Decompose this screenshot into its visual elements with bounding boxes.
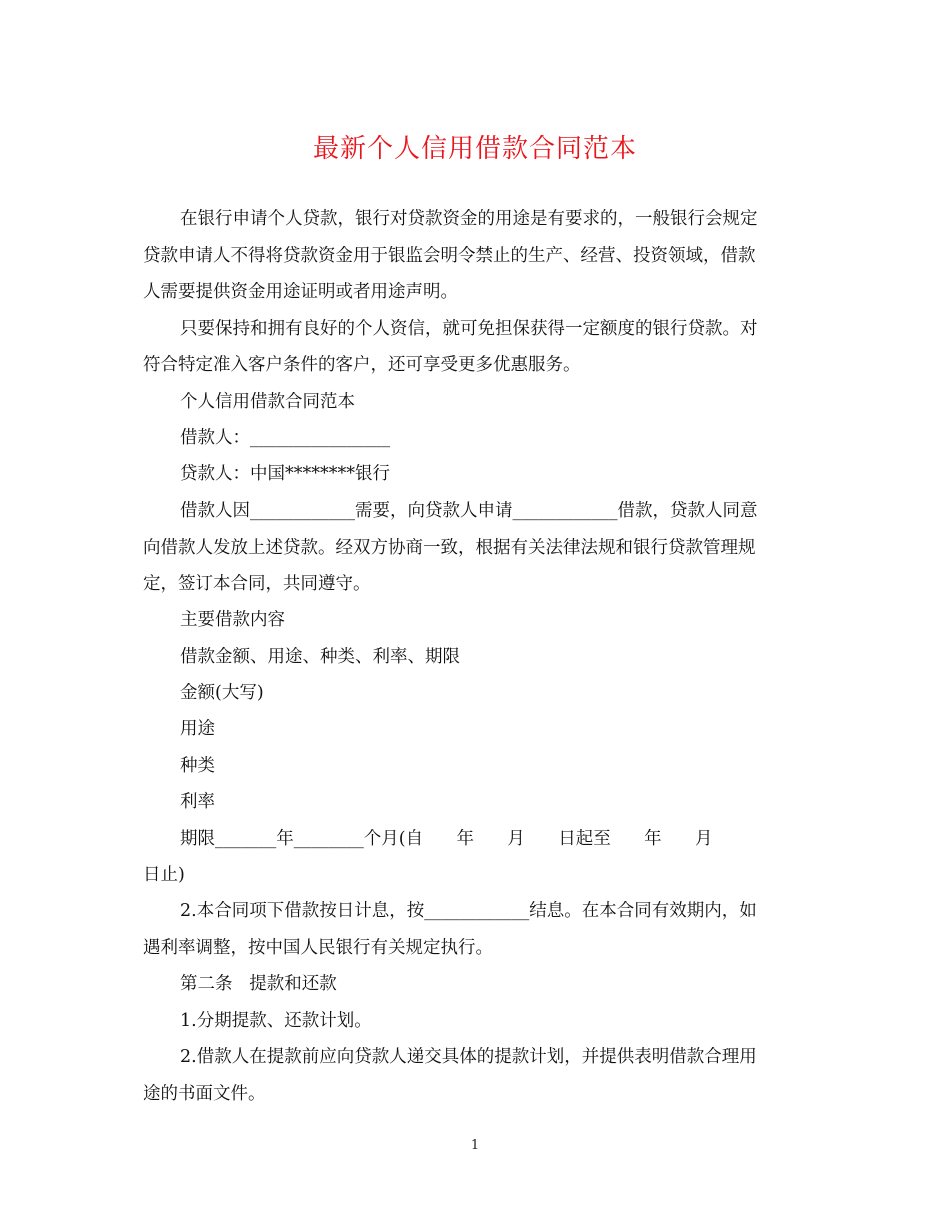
borrower-line: 借款人：________________ (180, 428, 390, 448)
field-term: 期限_______年________个月(自 年 月 日起至 年 月 (180, 829, 713, 849)
paragraph-line: 贷款申请人不得将贷款资金用于银监会明令禁止的生产、经营、投资领域，借款 (143, 246, 756, 266)
paragraph-line: 遇利率调整，按中国人民银行有关规定执行。 (143, 938, 493, 958)
paragraph-line: 途的书面文件。 (143, 1084, 266, 1104)
paragraph-line: 日止) (143, 865, 185, 885)
section-heading: 主要借款内容 (180, 610, 285, 630)
field-rate: 利率 (180, 792, 215, 812)
paragraph-line: 1.分期提款、还款计划。 (180, 1011, 372, 1031)
paragraph-line: 向借款人发放上述贷款。经双方协商一致，根据有关法律法规和银行贷款管理规 (143, 538, 756, 558)
field-amount: 金额(大写) (180, 683, 264, 703)
paragraph-line: 人需要提供资金用途证明或者用途声明。 (143, 282, 458, 302)
paragraph-line: 定，签订本合同，共同遵守。 (143, 574, 371, 594)
paragraph-line: 借款人因____________需要，向贷款人申请____________借款，贷款人同意 (180, 501, 758, 521)
lender-line: 贷款人：中国********银行 (180, 464, 390, 484)
paragraph-line: 符合特定准入客户条件的客户，还可享受更多优惠服务。 (143, 355, 581, 375)
paragraph-line: 2.本合同项下借款按日计息，按____________结息。在本合同有效期内，如 (180, 901, 757, 921)
article-heading: 第二条 提款和还款 (180, 974, 337, 994)
document-title: 最新个人信用借款合同范本 (312, 134, 637, 164)
paragraph-line: 在银行申请个人贷款，银行对贷款资金的用途是有要求的，一般银行会规定 (180, 209, 758, 229)
paragraph-line: 借款金额、用途、种类、利率、期限 (180, 647, 460, 667)
field-type: 种类 (180, 756, 215, 776)
page-number: 1 (470, 1138, 480, 1153)
paragraph-line: 个人信用借款合同范本 (180, 392, 355, 412)
field-purpose: 用途 (180, 719, 215, 739)
paragraph-line: 只要保持和拥有良好的个人资信，就可免担保获得一定额度的银行贷款。对 (180, 319, 758, 339)
paragraph-line: 2.借款人在提款前应向贷款人递交具体的提款计划，并提供表明借款合理用 (180, 1047, 757, 1067)
